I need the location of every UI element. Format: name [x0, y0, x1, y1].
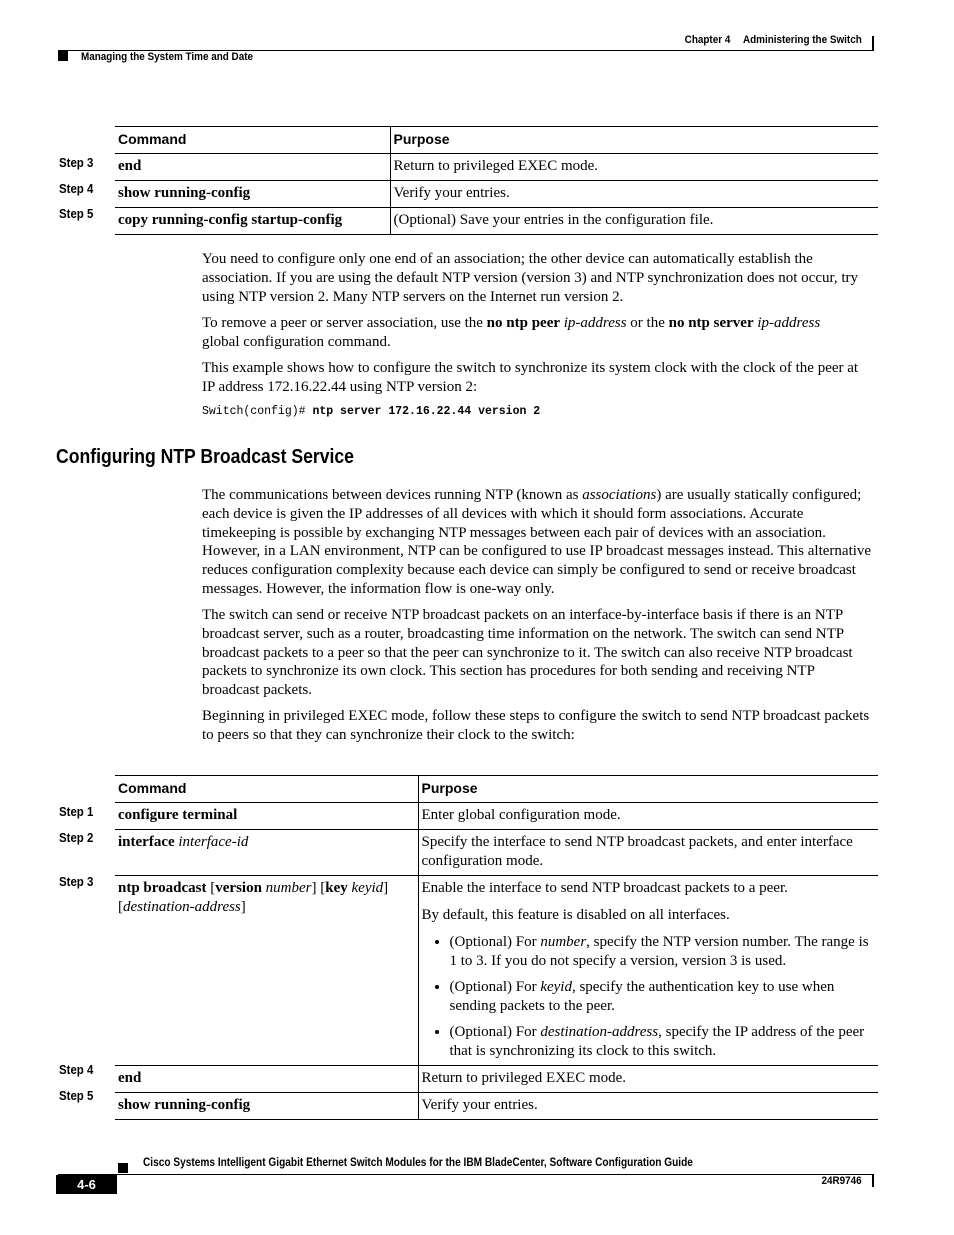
command-cell: end: [115, 154, 390, 181]
emphasis: associations: [582, 487, 657, 503]
step-label: Step 4: [59, 181, 94, 196]
command-name: no ntp server: [668, 315, 754, 331]
footer-marker-square: [118, 1163, 128, 1173]
argument: keyid: [540, 979, 572, 995]
keyword: version: [215, 880, 262, 896]
table-row: [115, 1066, 878, 1093]
header-marker-square: [58, 51, 68, 61]
paragraph-broadcast-packets: The switch can send or receive NTP broadcast packets on an interface-by-interface basis if there is an NTP broadcast server, such as a router, broadcasting time information on the network. The switch can send NTP broadcast packets to a peer so that the peer can synchronize to it. The switch can also receive NTP broadcast packets to synchronize its own clock. This section has procedures for both sending and receiving NTP broadcast packets.: [202, 607, 853, 699]
command-table-1: [115, 126, 878, 235]
purpose-cell: [418, 876, 878, 1066]
purpose-cell: Verify your entries.: [418, 1093, 878, 1120]
command-table-2: [115, 775, 878, 1120]
paragraph-remove-association: [202, 314, 874, 352]
purpose-cell: Verify your entries.: [390, 181, 878, 208]
purpose-text: By default, this feature is disabled on all interfaces.: [421, 907, 730, 923]
footer-book-title: Cisco Systems Intelligent Gigabit Ethernet Switch Modules for the IBM BladeCenter, Software Configuration Guide: [143, 1157, 693, 1169]
command-cell: end: [115, 1066, 418, 1093]
argument: keyid: [351, 880, 384, 896]
table-row: [115, 803, 878, 830]
running-header-chapter: [685, 34, 862, 46]
command-cell: [115, 830, 418, 876]
text: The communications between devices running NTP (known as: [202, 487, 583, 503]
command-cell: show running-config: [115, 181, 390, 208]
step-label: Step 3: [59, 874, 94, 889]
running-header-section: Managing the System Time and Date: [81, 51, 254, 63]
paragraph-associations: [202, 486, 874, 599]
document-number: 24R9746: [821, 1175, 862, 1187]
list-item: [450, 1023, 876, 1061]
page-number: 4-6: [56, 1175, 117, 1194]
bracket: [: [210, 880, 216, 896]
step-label: Step 2: [59, 830, 94, 845]
cli-prompt: Switch(config)#: [202, 405, 306, 418]
text: , specify the authentication key to use when sending packets to the peer.: [449, 979, 835, 1014]
table-row: [115, 208, 878, 235]
argument: destination-address: [540, 1024, 659, 1040]
text: To remove a peer or server association, use the: [202, 315, 487, 331]
text: or the: [626, 315, 669, 331]
table-header-row: [115, 127, 878, 154]
text: , specify the NTP version number. The range is 1 to 3. If you do not specify a version, version 3 is used.: [449, 934, 869, 969]
step-label: Step 1: [59, 804, 94, 819]
list-item: [450, 933, 876, 971]
command-name: no ntp peer: [486, 315, 561, 331]
column-header-command: Command: [115, 776, 418, 803]
column-header-command: Command: [115, 127, 390, 154]
argument: number: [540, 934, 587, 950]
argument: ip-address: [563, 315, 627, 331]
table-header-row: [115, 776, 878, 803]
purpose-cell: Return to privileged EXEC mode.: [390, 154, 878, 181]
text: ) are usually statically configured; each device is given the IP addresses of all devices with which it should form associations. Accurate timekeeping is possible by exchanging NTP messages between each pair of devices with an association. However, in a LAN environment, NTP can be configured to use IP broadcast messages instead. This alternative reduces configuration complexity because each device can simply be configured to send or receive broadcast messages. However, the information flow is one-way only.: [202, 487, 872, 597]
text: (Optional) For: [449, 934, 541, 950]
table-row: [115, 1093, 878, 1120]
header-rule-vertical: [872, 36, 874, 50]
argument: interface-id: [178, 834, 249, 850]
argument: destination-address: [123, 899, 241, 915]
command-cell: copy running-config startup-config: [115, 208, 390, 235]
argument: ip-address: [757, 315, 821, 331]
purpose-cell: (Optional) Save your entries in the configuration file.: [390, 208, 878, 235]
column-header-purpose: Purpose: [418, 776, 878, 803]
bracket: ]: [240, 899, 246, 915]
paragraph-association-note: You need to configure only one end of an association; the other device can automatically establish the association. If you are using the default NTP version (version 3) and NTP synchronization does not occur, try using NTP version 2. Many NTP servers on the Internet run version 2.: [202, 251, 859, 305]
purpose-cell: Specify the interface to send NTP broadcast packets, and enter interface configuration mode.: [418, 830, 878, 876]
step-label: Step 5: [59, 206, 94, 221]
chapter-number: Chapter 4: [684, 34, 731, 46]
code-example: [202, 405, 540, 418]
table-row: [115, 181, 878, 208]
table-row: [115, 154, 878, 181]
column-header-purpose: Purpose: [390, 127, 878, 154]
text: global configuration command.: [202, 333, 391, 350]
text: , specify the IP address of the peer that is synchronizing its clock to this switch.: [449, 1024, 865, 1059]
footer-rule: [58, 1174, 874, 1175]
step-label: Step 4: [59, 1062, 94, 1077]
purpose-cell: Enter global configuration mode.: [418, 803, 878, 830]
bracket: ]: [383, 880, 389, 896]
step-label: Step 5: [59, 1088, 94, 1103]
purpose-cell: Return to privileged EXEC mode.: [418, 1066, 878, 1093]
text: (Optional) For: [449, 1024, 541, 1040]
table-row: [115, 876, 878, 1066]
table-row: [115, 830, 878, 876]
argument: number: [265, 880, 312, 896]
paragraph-steps-intro: Beginning in privileged EXEC mode, follow these steps to configure the switch to send NTP broadcast packets to peers so that they can synchronize their clock to the switch:: [202, 708, 870, 743]
bracket: [: [118, 899, 123, 915]
cli-command: ntp server 172.16.22.44 version 2: [312, 405, 541, 418]
command-name: ntp broadcast: [118, 880, 207, 896]
command-cell: show running-config: [115, 1093, 418, 1120]
bracket: ] [: [311, 880, 326, 896]
keyword: key: [325, 880, 348, 896]
command-name: interface: [118, 834, 175, 850]
chapter-title: Administering the Switch: [743, 34, 862, 46]
command-cell: configure terminal: [115, 803, 418, 830]
purpose-text: Enable the interface to send NTP broadcast packets to a peer.: [421, 880, 788, 896]
step-label: Step 3: [59, 155, 94, 170]
paragraph-example-intro: This example shows how to configure the switch to synchronize its system clock with the clock of the peer at IP address 172.16.22.44 using NTP version 2:: [202, 360, 859, 395]
command-cell: [115, 876, 418, 1066]
text: (Optional) For: [449, 979, 541, 995]
option-list: [422, 933, 876, 1061]
section-heading: Configuring NTP Broadcast Service: [56, 446, 354, 468]
list-item: [450, 978, 876, 1016]
footer-rule-vertical: [872, 1175, 874, 1187]
